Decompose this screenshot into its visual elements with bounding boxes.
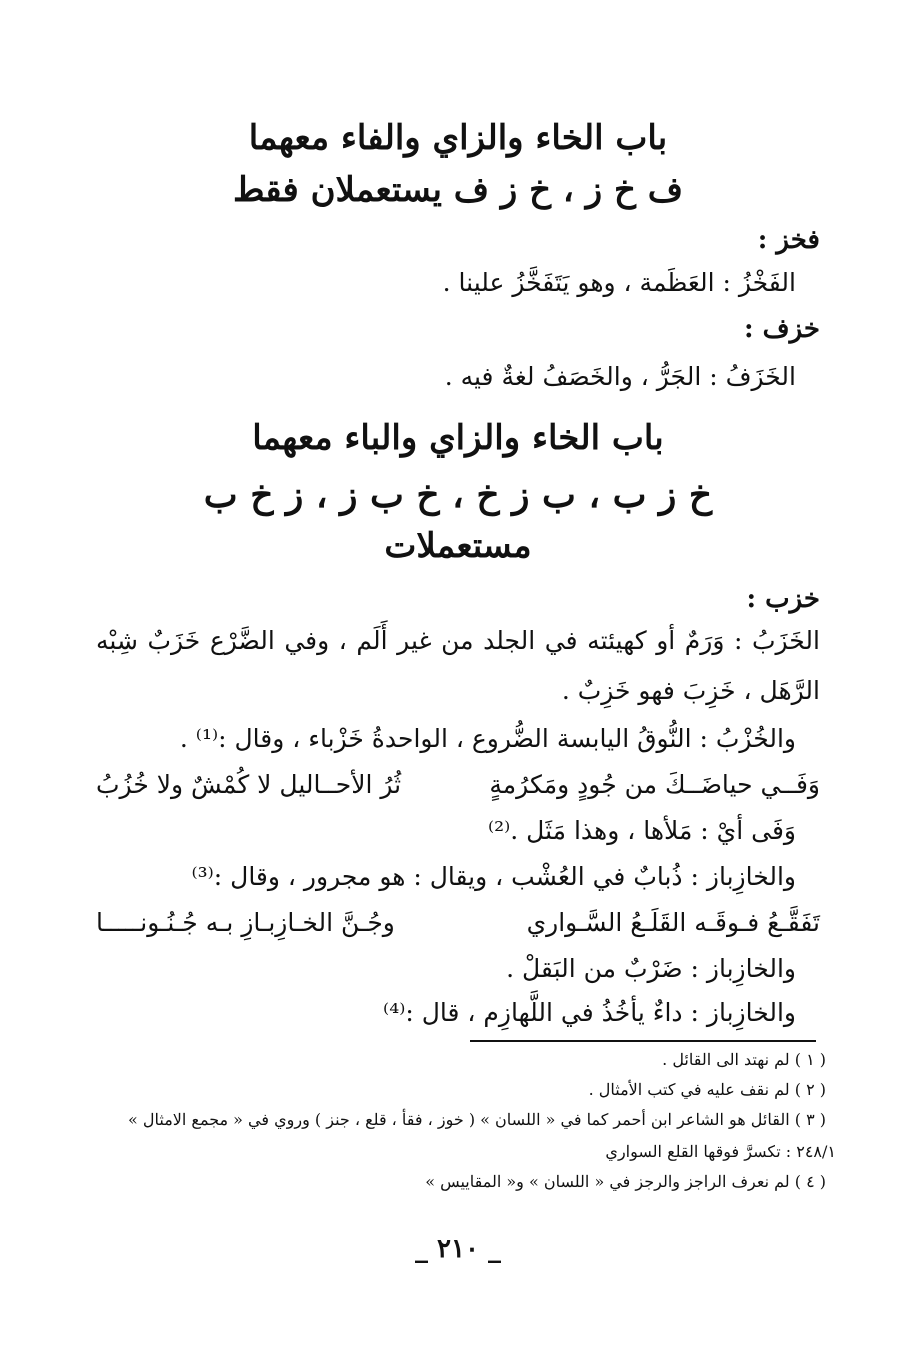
entry-wafa-line: وَفَى أيْ : مَلأها ، وهذا مَثَل .⁽²⁾ <box>487 816 796 845</box>
footnote-rule <box>470 1040 816 1042</box>
footnote-1: ( ١ ) لم نهتد الى القائل . <box>662 1050 826 1069</box>
section-used-label: مستعملات <box>384 526 532 566</box>
entry-khazibaz-line3: والخازِباز : داءٌ يأخُذُ في اللَّهازِم ، قال :⁽⁴⁾ <box>383 998 796 1027</box>
verse2-second-hemistich: وجُـنَّ الخـازِبـازِ بـه جُـنُـونـــــا <box>96 908 395 937</box>
section-title-khz-b: باب الخاء والزاي والباء معهما <box>252 418 664 458</box>
entry-khazibaz-line2: والخازِباز : ضَرْبٌ من البَقلْ . <box>506 954 796 983</box>
entry-fakhz-text: الفَخْزُ : العَظَمة ، وهو يَتَفَخَّزُ علينا . <box>442 268 796 297</box>
entry-khazaf-text: الخَزَفُ : الجَرُّ ، والخَصَفُ لغةٌ فيه . <box>444 362 796 391</box>
headword-fakhz: فخز : <box>757 225 820 255</box>
section-subtitle-khz-f: ف خ ز ، خ ز ف يستعملان فقط <box>233 170 683 210</box>
headword-khazab: خزب : <box>746 584 820 614</box>
footnote-2: ( ٢ ) لم نقف عليه في كتب الأمثال . <box>588 1080 826 1099</box>
footnote-3: ( ٣ ) القائل هو الشاعر ابن أحمر كما في « اللسان » ( خوز ، فقأ ، قلع ، جنز ) وروي في « مجمع الامثال » <box>128 1110 826 1129</box>
page-number: _ ٢١٠ _ <box>414 1234 502 1264</box>
footnote-4: ( ٤ ) لم نعرف الراجز والرجز في « اللسان » و« المقاييس » <box>425 1172 826 1191</box>
verse1-second-hemistich: ثُرُ الأحــاليل لا كُمْشٌ ولا خُزُبُ <box>96 770 402 799</box>
section-subtitle-khz-b: خ ز ب ، ب ز خ ، خ ب ز ، ز خ ب <box>203 474 713 516</box>
entry-khazibaz-line1: والخازِباز : ذُبابٌ في العُشْب ، ويقال : هو مجرور ، وقال :⁽³⁾ <box>191 862 796 891</box>
entry-khazab-line1: الخَزَبُ : وَرَمٌ أو كهيئته في الجلد من غير أَلَم ، وفي الضَّرْع خَزَبٌ شِبْه <box>96 626 820 655</box>
headword-khazaf: خزف : <box>743 314 820 344</box>
verse1-first-hemistich: وَفَــي حياضَــكَ من جُودٍ ومَكرُمةٍ <box>489 770 820 799</box>
section-title-khz-f: باب الخاء والزاي والفاء معهما <box>248 118 668 158</box>
footnote-3-continued: ٢٤٨/١ : تكسرَّ فوقها القلع السواري <box>605 1142 836 1161</box>
entry-khazab-line2: الرَّهَل ، خَزِبَ فهو خَزِبٌ . <box>561 676 820 705</box>
verse2-first-hemistich: تَفَقَّـعُ فـوقَـه القَلَـعُ السَّـواري <box>526 908 820 937</box>
entry-khuzb-line: والخُزْبُ : النُّوقُ اليابسة الضُّروع ، الواحدةُ خَزْباء ، وقال :⁽¹⁾ . <box>179 724 796 753</box>
